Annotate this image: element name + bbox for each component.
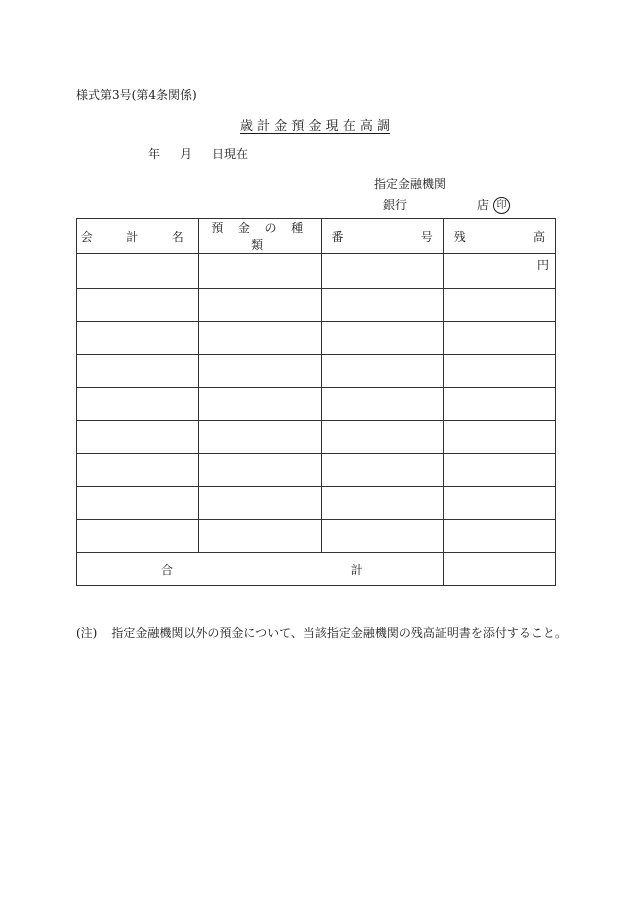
- branch-suffix: 店: [477, 198, 490, 212]
- total-label-right: 計: [350, 562, 363, 577]
- header-number-left: 番: [331, 229, 344, 244]
- account-name-cell[interactable]: [77, 520, 199, 553]
- number-cell[interactable]: [321, 254, 443, 289]
- deposit-type-cell[interactable]: [199, 487, 321, 520]
- deposit-table: [76, 218, 556, 586]
- form-number: 様式第3号(第4条関係): [76, 88, 197, 102]
- deposit-type-cell[interactable]: [199, 454, 321, 487]
- table-row: [77, 454, 556, 487]
- balance-cell[interactable]: [443, 355, 555, 388]
- account-name-cell[interactable]: [77, 388, 199, 421]
- header-deposit-type: 預 金 の 種 類: [199, 219, 321, 254]
- header-number: [321, 219, 443, 254]
- balance-cell[interactable]: [443, 388, 555, 421]
- number-cell[interactable]: [321, 388, 443, 421]
- deposit-type-cell[interactable]: [199, 388, 321, 421]
- bank-branch-line: [383, 196, 510, 214]
- balance-cell[interactable]: [443, 454, 555, 487]
- designated-bank-label: 指定金融機関: [374, 177, 447, 191]
- total-balance-cell[interactable]: [443, 553, 555, 586]
- header-balance: [443, 219, 555, 254]
- deposit-type-cell[interactable]: [199, 355, 321, 388]
- balance-cell[interactable]: [443, 254, 555, 289]
- year-label: 年: [148, 147, 161, 161]
- deposit-type-cell[interactable]: [199, 421, 321, 454]
- account-name-cell[interactable]: [77, 289, 199, 322]
- footnote-prefix: (注): [76, 626, 98, 640]
- account-name-cell[interactable]: [77, 421, 199, 454]
- month-label: 月: [180, 147, 193, 161]
- document-title-text: 歳 計 金 預 金 現 在 高 調: [239, 119, 391, 134]
- deposit-type-cell[interactable]: [199, 520, 321, 553]
- table-row: [77, 520, 556, 553]
- table-row: [77, 254, 556, 289]
- seal-mark: 印: [493, 197, 510, 214]
- number-cell[interactable]: [321, 289, 443, 322]
- number-cell[interactable]: [321, 355, 443, 388]
- table-row: [77, 322, 556, 355]
- header-number-right: 号: [420, 229, 433, 244]
- deposit-type-cell[interactable]: [199, 254, 321, 289]
- number-cell[interactable]: [321, 520, 443, 553]
- account-name-cell[interactable]: [77, 487, 199, 520]
- total-row: [77, 553, 556, 586]
- account-name-cell[interactable]: [77, 454, 199, 487]
- number-cell[interactable]: [321, 421, 443, 454]
- footnote: [76, 624, 567, 641]
- date-line: [148, 145, 248, 162]
- number-cell[interactable]: [321, 454, 443, 487]
- table-row: [77, 355, 556, 388]
- day-suffix: 日現在: [212, 147, 249, 161]
- total-label-left: 合: [161, 562, 174, 577]
- table-row: [77, 421, 556, 454]
- header-balance-right: 高: [532, 229, 545, 244]
- account-name-cell[interactable]: [77, 254, 199, 289]
- footnote-text: 指定金融機関以外の預金について、当該指定金融機関の残高証明書を添付すること。: [111, 626, 567, 640]
- total-label-cell: [77, 553, 444, 586]
- number-cell[interactable]: [321, 322, 443, 355]
- account-name-cell[interactable]: [77, 322, 199, 355]
- table-row: [77, 487, 556, 520]
- header-account-name: 会 計 名: [77, 219, 199, 254]
- bank-suffix: 銀行: [383, 198, 408, 212]
- balance-cell[interactable]: [443, 520, 555, 553]
- deposit-type-cell[interactable]: [199, 322, 321, 355]
- balance-cell[interactable]: [443, 322, 555, 355]
- table-header-row: [77, 219, 556, 254]
- balance-cell[interactable]: [443, 421, 555, 454]
- balance-cell[interactable]: [443, 487, 555, 520]
- header-balance-left: 残: [453, 229, 466, 244]
- document-title: [0, 115, 630, 134]
- balance-cell[interactable]: [443, 289, 555, 322]
- deposit-type-cell[interactable]: [199, 289, 321, 322]
- table-row: [77, 388, 556, 421]
- table-row: [77, 289, 556, 322]
- number-cell[interactable]: [321, 487, 443, 520]
- account-name-cell[interactable]: [77, 355, 199, 388]
- yen-unit: 円: [536, 258, 549, 272]
